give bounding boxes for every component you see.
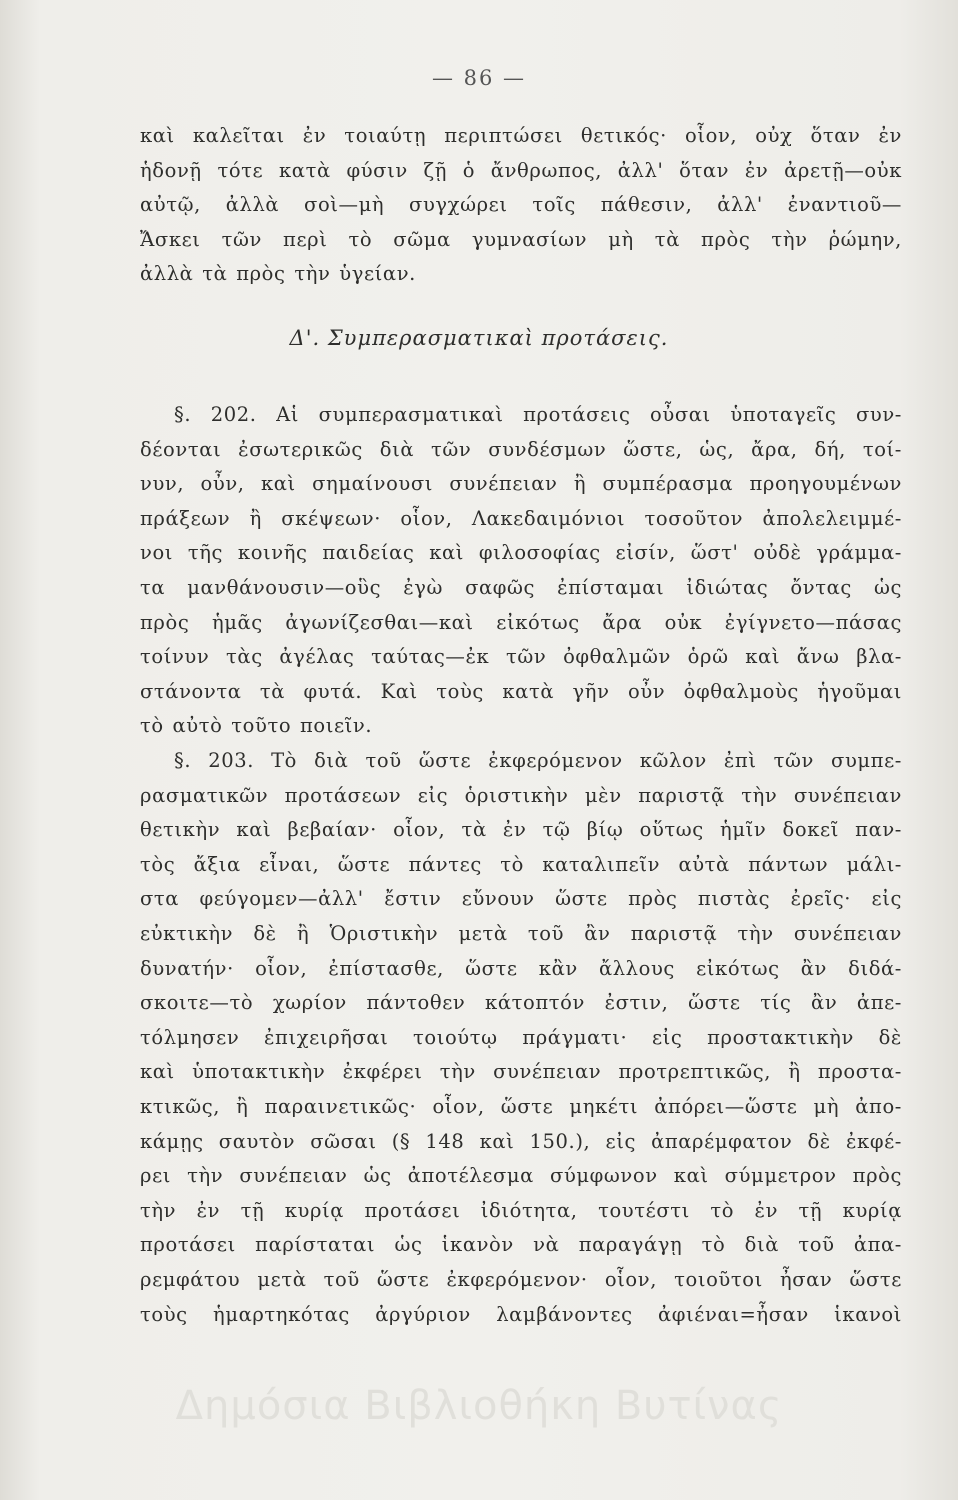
- text-line: προτάσει παρίσταται ὡς ἱκανὸν νὰ παραγάγῃ τὸ διὰ τοῦ ἀπα-: [140, 1233, 902, 1257]
- text-line: στάνοντα τὰ φυτά. Καὶ τοὺς κατὰ γῆν οὖν ὀφθαλμοὺς ἡγοῦμαι: [140, 679, 902, 703]
- text-line: καὶ καλεῖται ἐν τοιαύτῃ περιπτώσει θετικός· οἷον, οὐχ ὅταν ἐν: [140, 124, 902, 147]
- text-line: §. 202. Αἱ συμπερασματικαὶ προτάσεις οὖσαι ὑποταγεῖς συν-: [174, 403, 902, 426]
- text-line: νοι τῆς κοινῆς παιδείας καὶ φιλοσοφίας εἰσίν, ὥστ' οὐδὲ γράμμα-: [140, 541, 902, 565]
- text-line: ρεμφάτου μετὰ τοῦ ὥστε ἐκφερόμενον· οἷον, τοιοῦτοι ἦσαν ὥστε: [140, 1267, 902, 1291]
- text-line: τοίνυν τὰς ἀγέλας ταύτας—ἐκ τῶν ὀφθαλμῶν ὁρῶ καὶ ἄνω βλα-: [140, 645, 902, 669]
- text-line: τὸς ἄξια εἶναι, ὥστε πάντες τὸ καταλιπεῖν αὐτὰ πάντων μάλι-: [140, 852, 902, 876]
- text-line: κτικῶς, ἢ παραινετικῶς· οἷον, ὥστε μηκέτι ἀπόρει—ὥστε μὴ ἀπο-: [140, 1094, 902, 1118]
- text-line: τὸ αὐτὸ τοῦτο ποιεῖν.: [140, 714, 373, 738]
- text-line: εὐκτικὴν δὲ ἢ Ὁριστικὴν μετὰ τοῦ ἂν παριστᾷ τὴν συνέπειαν: [140, 921, 902, 945]
- text-line: καὶ ὑποτακτικὴν ἐκφέρει τὴν συνέπειαν προτρεπτικῶς, ἢ προστα-: [140, 1060, 902, 1084]
- section-heading: Δ'. Συμπερασματικαὶ προτάσεις.: [289, 326, 669, 350]
- text-line: τὴν ἐν τῇ κυρίᾳ προτάσει ἰδιότητα, τουτέστι τὸ ἐν τῇ κυρίᾳ: [140, 1198, 902, 1222]
- text-line: ρει τὴν συνέπειαν ὡς ἀποτέλεσμα σύμφωνον καὶ σύμμετρον πρὸς: [140, 1164, 902, 1188]
- paragraph-intro: [140, 119, 902, 292]
- text-line: τόλμησεν ἐπιχειρῆσαι τοιούτῳ πράγματι· εἰς προστακτικὴν δὲ: [140, 1025, 902, 1049]
- text-line: δέονται ἐσωτερικῶς διὰ τῶν συνδέσμων ὥστε, ὡς, ἄρα, δή, τοί-: [140, 437, 902, 461]
- text-line: δυνατήν· οἷον, ἐπίστασθε, ὥστε κἂν ἄλλους εἰκότως ἂν διδά-: [140, 956, 902, 980]
- text-line: τα μανθάνουσιν—οὓς ἐγὼ σαφῶς ἐπίσταμαι ἰδιώτας ὄντας ὡς: [140, 575, 902, 599]
- paragraph-203: [140, 744, 902, 1332]
- page-number: — 86 —: [431, 66, 527, 90]
- text-line: σκοιτε—τὸ χωρίον πάντοθεν κάτοπτόν ἐστιν, ὥστε τίς ἂν ἀπε-: [140, 991, 902, 1015]
- text-line: ἡδονῇ τότε κατὰ φύσιν ζῇ ὁ ἄνθρωπος, ἀλλ' ὅταν ἐν ἀρετῇ—οὐκ: [140, 158, 902, 182]
- text-line: §. 203. Τὸ διὰ τοῦ ὥστε ἐκφερόμενον κῶλον ἐπὶ τῶν συμπε-: [174, 749, 902, 772]
- text-line: νυν, οὖν, καὶ σημαίνουσι συνέπειαν ἢ συμπέρασμα προηγουμένων: [140, 472, 902, 496]
- text-line: κάμῃς σαυτὸν σῶσαι (§ 148 καὶ 150.), εἰς ἀπαρέμφατον δὲ ἐκφέ-: [140, 1129, 902, 1153]
- text-line: στα φεύγομεν—ἀλλ' ἔστιν εὔνουν ὥστε πρὸς πιστὰς ἐρεῖς· εἰς: [140, 887, 902, 911]
- text-line: θετικὴν καὶ βεβαίαν· οἷον, τὰ ἐν τῷ βίῳ οὕτως ἡμῖν δοκεῖ παν-: [140, 818, 902, 842]
- text-line: ἀλλὰ τὰ πρὸς τὴν ὑγείαν.: [140, 262, 416, 286]
- text-line: ρασματικῶν προτάσεων εἰς ὁριστικὴν μὲν παριστᾷ τὴν συνέπειαν: [140, 783, 902, 807]
- text-line: Ἄσκει τῶν περὶ τὸ σῶμα γυμνασίων μὴ τὰ πρὸς τὴν ῥώμην,: [140, 227, 902, 251]
- library-watermark: Δημόσια Βιβλιοθήκη Βυτίνας: [175, 1383, 783, 1429]
- paragraph-202: [140, 398, 902, 744]
- text-line: αὐτῷ, ἀλλὰ σοὶ—μὴ συγχώρει τοῖς πάθεσιν, ἀλλ' ἐναντιοῦ—: [140, 193, 902, 217]
- text-line: πρὸς ἡμᾶς ἀγωνίζεσθαι—καὶ εἰκότως ἄρα οὐκ ἐγίγνετο—πάσας: [140, 610, 902, 634]
- text-line: πράξεων ἢ σκέψεων· οἷον, Λακεδαιμόνιοι τοσοῦτον ἀπολελειμμέ-: [140, 506, 902, 530]
- text-line: τοὺς ἡμαρτηκότας ἀργύριον λαμβάνοντες ἀφιέναι=ἦσαν ἱκανοὶ: [140, 1302, 902, 1326]
